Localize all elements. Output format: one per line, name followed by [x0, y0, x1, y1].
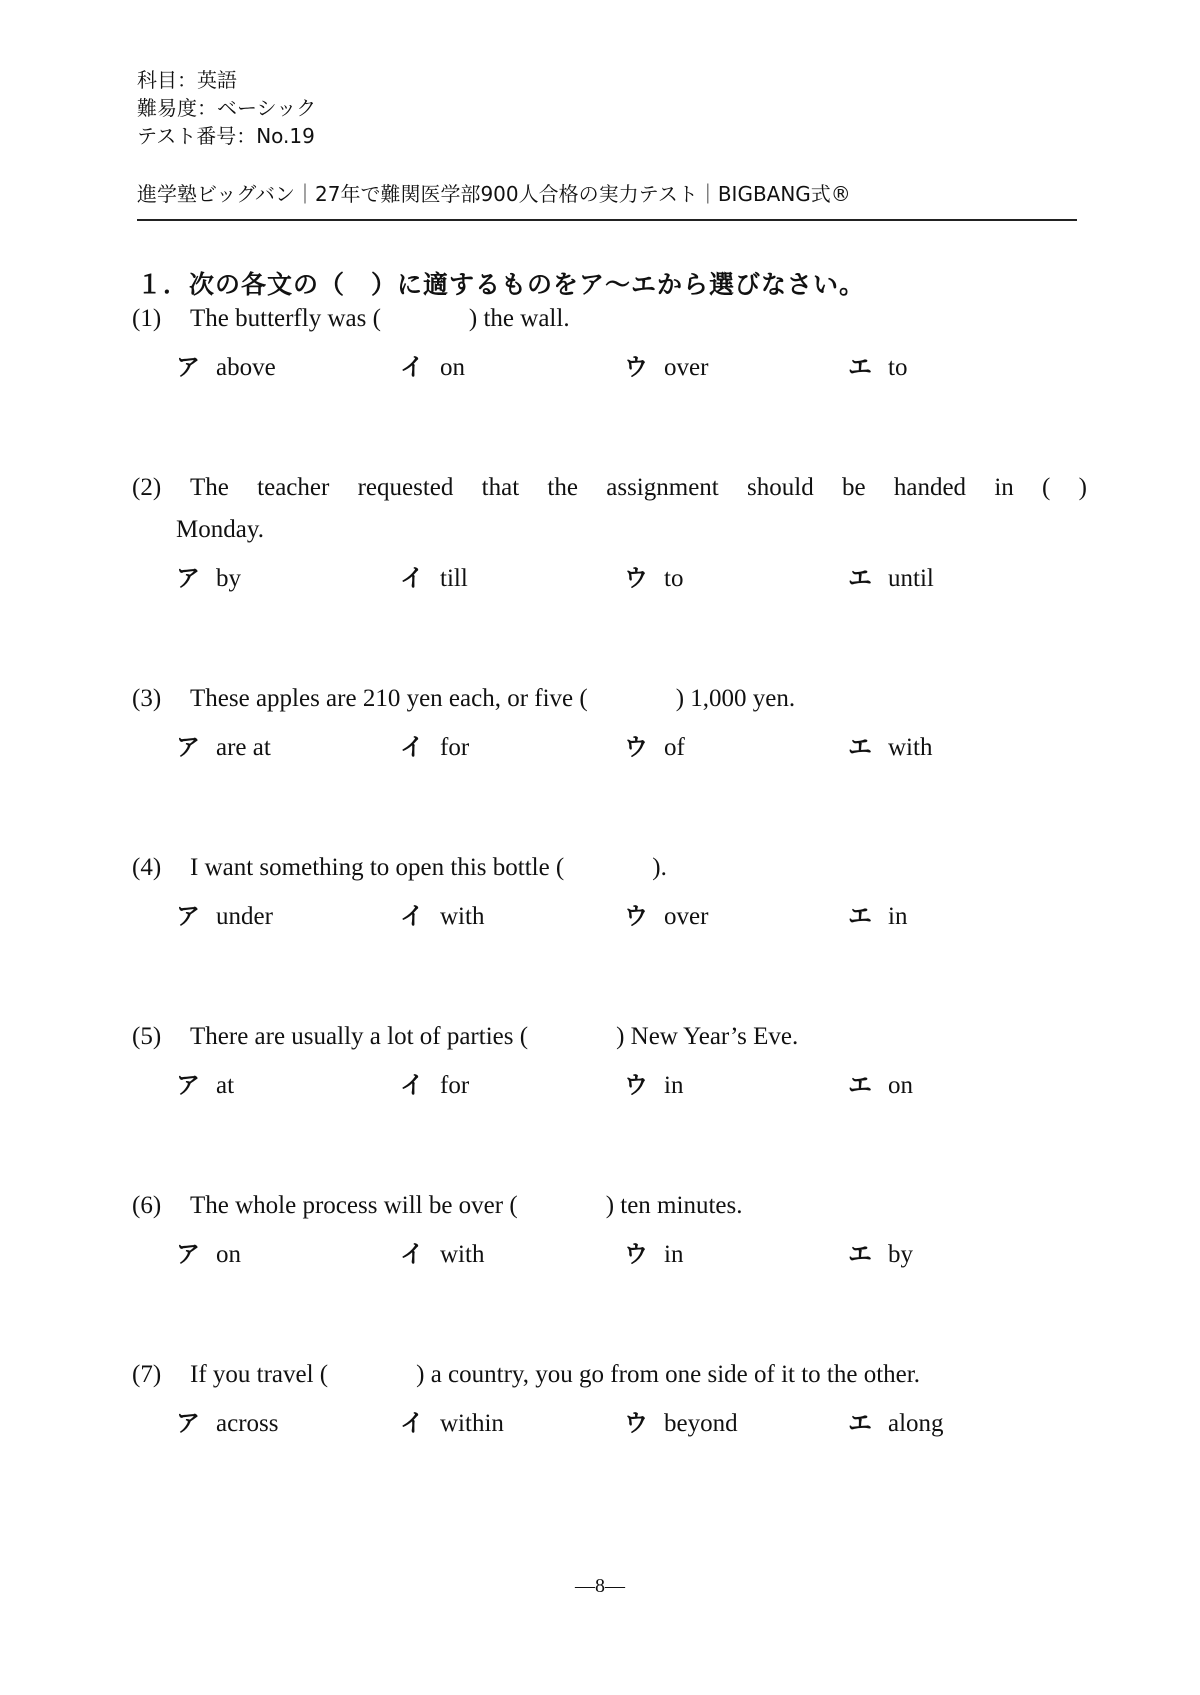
question-number: (4)	[132, 854, 162, 881]
option-i: イ for	[400, 1071, 470, 1099]
option-e: エ along	[848, 1409, 944, 1437]
option-e: エ on	[848, 1071, 913, 1099]
option-a: ア on	[176, 1240, 241, 1268]
options-row	[132, 1403, 1092, 1445]
options-row	[132, 347, 1092, 389]
test-meta	[137, 66, 316, 150]
question-text: There are usually a lot of parties ( ) New Year’s Eve.	[190, 1023, 799, 1050]
question-text: The whole process will be over ( ) ten minutes.	[190, 1192, 743, 1219]
option-u: ウ of	[624, 733, 685, 761]
option-u: ウ in	[624, 1071, 684, 1099]
header-divider	[137, 219, 1077, 221]
question-number: (1)	[132, 305, 162, 332]
question-7	[132, 1361, 1092, 1445]
option-u: ウ over	[624, 902, 709, 930]
option-a: ア are at	[176, 733, 271, 761]
option-e: エ until	[848, 564, 934, 592]
option-a: ア across	[176, 1409, 279, 1437]
option-a: ア under	[176, 902, 273, 930]
options-row	[132, 1065, 1092, 1107]
question-text: The teacher requested that the assignment should be handed in ( )	[190, 474, 1087, 501]
option-i: イ for	[400, 733, 470, 761]
options-row	[132, 1234, 1092, 1276]
question-number: (5)	[132, 1023, 162, 1050]
section-instruction: １．次の各文の（ ）に適するものをア～エから選びなさい。	[137, 270, 866, 299]
question-1	[132, 305, 1092, 389]
option-i: イ within	[400, 1409, 504, 1437]
option-i: イ with	[400, 1240, 485, 1268]
question-number: (6)	[132, 1192, 162, 1219]
question-text-continuation: Monday.	[176, 516, 264, 543]
option-u: ウ over	[624, 353, 709, 381]
question-number: (2)	[132, 474, 162, 501]
option-u: ウ in	[624, 1240, 684, 1268]
option-i: イ with	[400, 902, 485, 930]
question-text: The butterfly was ( ) the wall.	[190, 305, 570, 332]
options-row	[132, 727, 1092, 769]
question-6	[132, 1192, 1092, 1276]
option-u: ウ to	[624, 564, 684, 592]
option-i: イ till	[400, 564, 468, 592]
option-e: エ to	[848, 353, 908, 381]
question-number: (3)	[132, 685, 162, 712]
subject-label: 科目：英語	[137, 68, 237, 92]
option-u: ウ beyond	[624, 1409, 738, 1437]
page-number: —8—	[575, 1575, 625, 1597]
question-text: I want something to open this bottle ( ).	[190, 854, 667, 881]
question-text: If you travel ( ) a country, you go from one side of it to the other.	[190, 1361, 920, 1388]
option-a: ア at	[176, 1071, 235, 1099]
option-a: ア above	[176, 353, 276, 381]
difficulty-label: 難易度：ベーシック	[137, 96, 317, 120]
option-i: イ on	[400, 353, 465, 381]
question-5	[132, 1023, 1092, 1107]
question-text: These apples are 210 yen each, or five ( ) 1,000 yen.	[190, 685, 796, 712]
option-e: エ in	[848, 902, 908, 930]
question-number: (7)	[132, 1361, 162, 1388]
options-row	[132, 558, 1092, 600]
question-4	[132, 854, 1092, 938]
option-e: エ with	[848, 733, 933, 761]
question-3	[132, 685, 1092, 769]
test-number-label: テスト番号：No.19	[137, 124, 315, 148]
option-a: ア by	[176, 564, 241, 592]
options-row	[132, 896, 1092, 938]
brand-line: 進学塾ビッグバン｜27年で難関医学部900人合格の実力テスト｜BIGBANG式®	[137, 182, 851, 206]
question-2	[132, 474, 1092, 600]
option-e: エ by	[848, 1240, 913, 1268]
